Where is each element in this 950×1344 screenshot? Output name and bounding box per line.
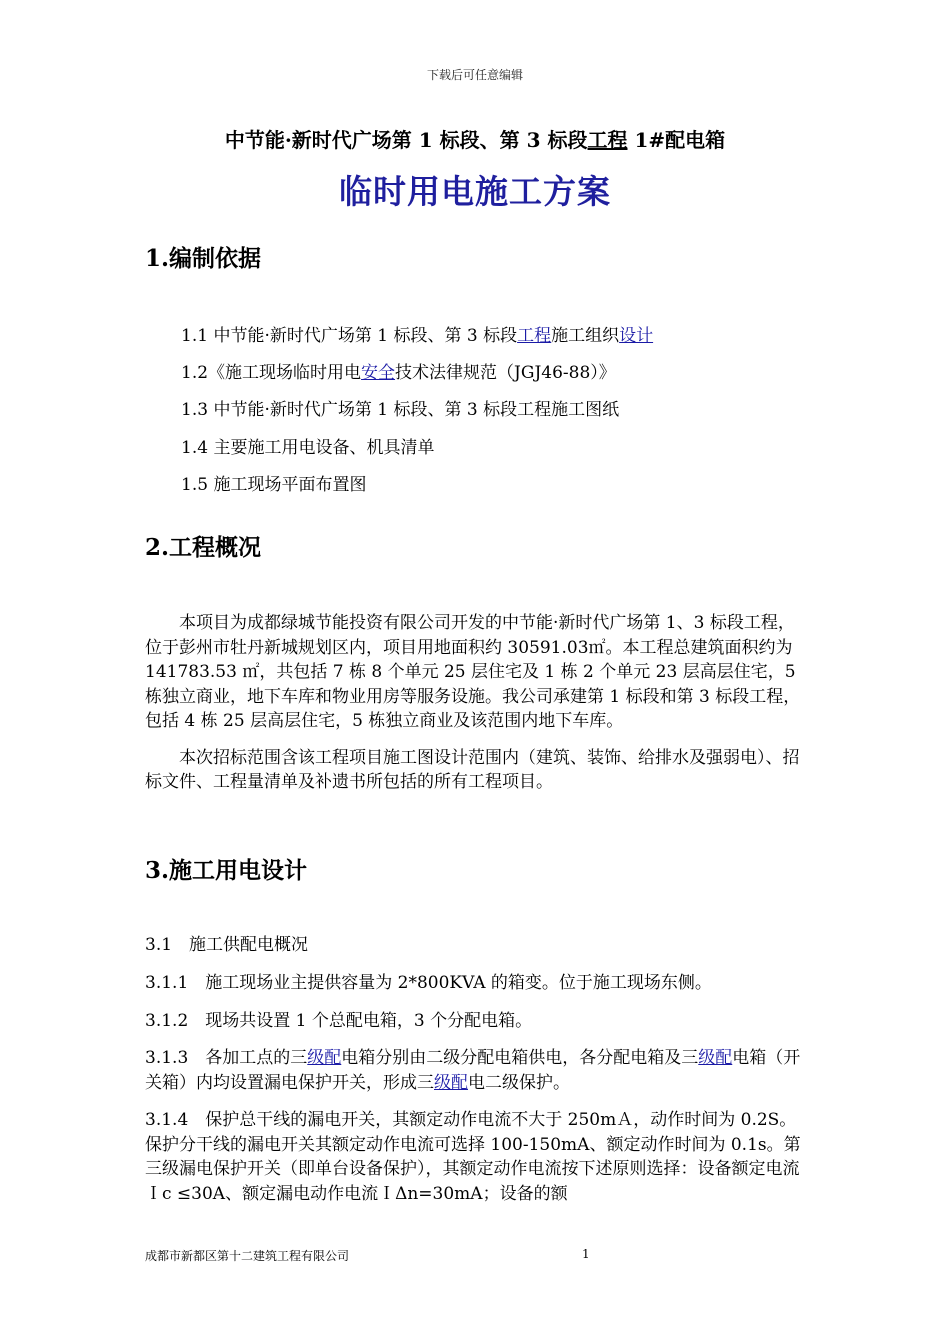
item-3-1-3-d: 电二级保护。 — [468, 1072, 570, 1093]
link-level-2[interactable]: 级配 — [698, 1048, 733, 1068]
basis-item-2-pre: 1.2《施工现场临时用电 — [181, 363, 362, 383]
page-number: 1 — [582, 1247, 590, 1261]
basis-item-2 — [181, 361, 616, 385]
link-safety[interactable]: 安全 — [361, 363, 396, 383]
link-engineering[interactable]: 工程 — [517, 326, 552, 346]
item-3-1-4: 3.1.4 保护总干线的漏电开关，其额定动作电流不大于 250mＡ，动作时间为 0.2S。保护分干线的漏电开关其额定动作电流可选择 100-150mA、额定动作时间为 0.1s。第三级漏电保护开关（即单台设备保护），其额定动作电流按下述原则选择：设备额定电流Ｉc ≤30A、额定漏电动作电流ＩΔn=30mA；设备的额 — [145, 1110, 801, 1204]
basis-item-1-mid: 施工组织 — [551, 326, 620, 346]
project-overview — [145, 611, 805, 795]
item-3-1-3-a: 3.1.3 各加工点的三 — [145, 1048, 308, 1068]
footer-company: 成都市新都区第十二建筑工程有限公司 — [145, 1249, 350, 1263]
overview-paragraph-2: 本次招标范围含该工程项目施工图设计范围内（建筑、装饰、给排水及强弱电）、招标文件、工程量清单及补遗书所包括的所有工程项目。 — [145, 747, 800, 792]
item-3-1: 3.1 施工供配电概况 — [145, 935, 309, 955]
section1-heading: 1.编制依据 — [145, 245, 262, 272]
item-3-1-1: 3.1.1 施工现场业主提供容量为 2*800KVA 的箱变。位于施工现场东侧。 — [145, 973, 712, 993]
basis-item-5: 1.5 施工现场平面布置图 — [181, 475, 367, 495]
subtitle-part1: 中节能·新时代广场第 1 标段、第 3 标段 — [224, 128, 588, 152]
basis-item-1 — [181, 324, 653, 348]
link-design[interactable]: 设计 — [619, 326, 654, 346]
basis-item-3: 1.3 中节能·新时代广场第 1 标段、第 3 标段工程施工图纸 — [181, 400, 620, 420]
item-3-1-3 — [145, 1046, 805, 1095]
basis-item-2-post: 技术法律规范（JGJ46-88）》 — [395, 363, 616, 383]
link-level-3[interactable]: 级配 — [434, 1072, 468, 1093]
section2-heading: 2.工程概况 — [145, 534, 262, 561]
document-subtitle — [0, 124, 950, 153]
item-3-1-2: 3.1.2 现场共设置 1 个总配电箱，3 个分配电箱。 — [145, 1011, 533, 1031]
basis-item-1-pre: 1.1 中节能·新时代广场第 1 标段、第 3 标段 — [181, 326, 518, 346]
header-note: 下载后可任意编辑 — [426, 68, 523, 82]
overview-paragraph-1: 本项目为成都绿城节能投资有限公司开发的中节能·新时代广场第 1、3 标段工程，位于彭州市牡丹新城规划区内，项目用地面积约 30591.03㎡。本工程总建筑面积约为 141783.53 ㎡，共包括 7 栋 8 个单元 25 层住宅及 1 栋 2 个单元 23 层高层住宅，5 栋独立商业，地下车库和物业用房等服务设施。我公司承建第 1 标段和第 3 标段工程，包括 4 栋 25 层高层住宅，5 栋独立商业及该范围内地下车库。 — [145, 613, 801, 731]
basis-item-4: 1.4 主要施工用电设备、机具清单 — [181, 438, 435, 458]
section3-heading: 3.施工用电设计 — [145, 857, 308, 884]
document-title: 临时用电施工方案 — [339, 172, 611, 211]
subtitle-underlined: 工程 — [587, 128, 628, 152]
subtitle-part2: 1#配电箱 — [627, 128, 726, 152]
link-level-1[interactable]: 级配 — [307, 1048, 342, 1068]
item-3-1-3-c: 电箱（开关箱）内均设置漏电保护开关，形成三 — [145, 1048, 801, 1093]
item-3-1-3-b: 电箱分别由二级分配电箱供电，各分配电箱及三 — [341, 1048, 699, 1068]
